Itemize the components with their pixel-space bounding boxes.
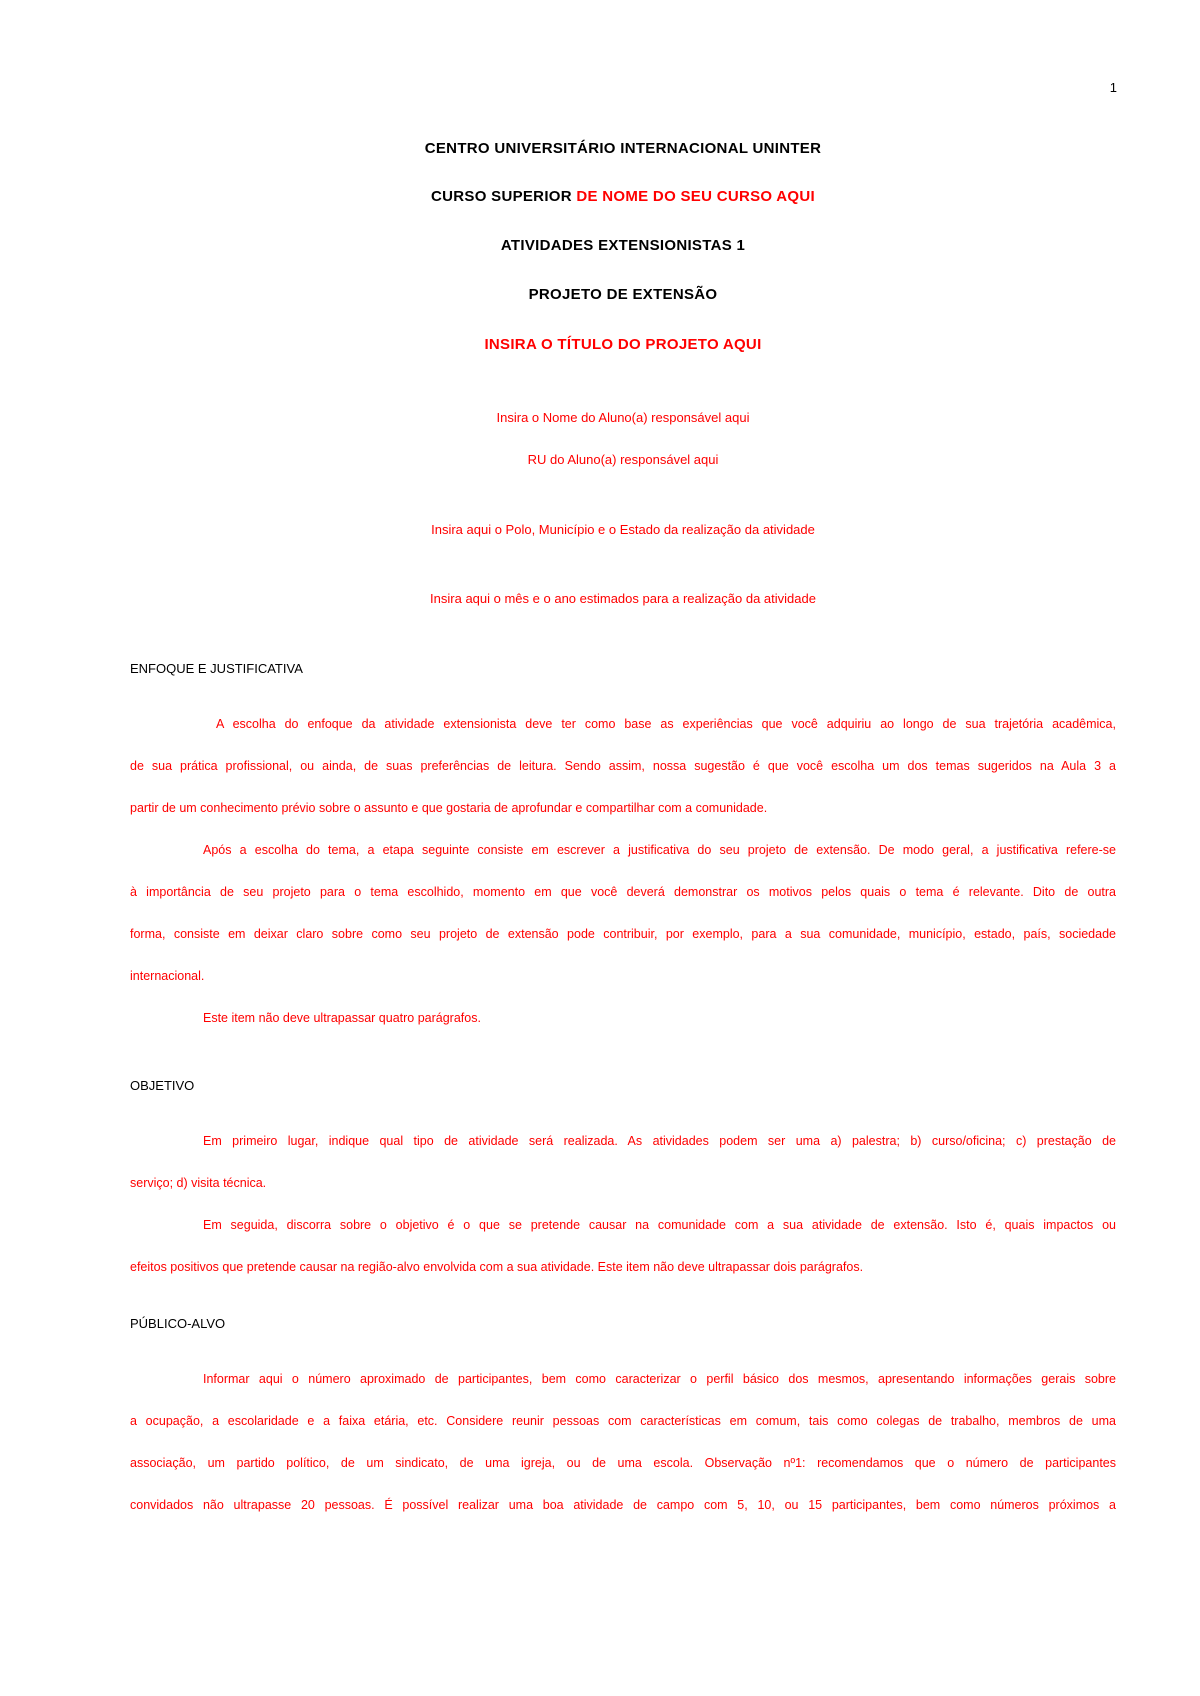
- paragraph-line: convidados não ultrapasse 20 pessoas. É possível realizar uma boa atividade de campo com 5, 10, ou 15 participantes, bem como números próximos a: [130, 1498, 1116, 1512]
- date-line: Insira aqui o mês e o ano estimados para a realização da atividade: [430, 591, 816, 606]
- project-label: PROJETO DE EXTENSÃO: [528, 286, 718, 303]
- course-placeholder: DE NOME DO SEU CURSO AQUI: [576, 188, 815, 205]
- paragraph-line: efeitos positivos que pretende causar na região-alvo envolvida com a sua atividade. Este item não deve ultrapassar dois parágrafos.: [130, 1260, 864, 1274]
- location-line: Insira aqui o Polo, Município e o Estado da realização da atividade: [431, 522, 815, 537]
- course-prefix: CURSO SUPERIOR: [431, 188, 572, 205]
- paragraph-line: Em primeiro lugar, indique qual tipo de atividade será realizada. As atividades podem ser uma a) palestra; b) curso/oficina; c) prestação de: [203, 1134, 1116, 1148]
- paragraph-line: Após a escolha do tema, a etapa seguinte consiste em escrever a justificativa do seu projeto de extensão. De modo geral, a justificativa refere-se: [203, 843, 1116, 857]
- activity-name: ATIVIDADES EXTENSIONISTAS 1: [500, 237, 746, 254]
- paragraph-line: Informar aqui o número aproximado de participantes, bem como caracterizar o perfil básico dos mesmos, apresentando informações gerais sobre: [203, 1372, 1116, 1386]
- paragraph-line: à importância de seu projeto para o tema escolhido, momento em que você deverá demonstrar os motivos pelos quais o tema é relevante. Dito de outra: [130, 885, 1116, 899]
- paragraph-line: forma, consiste em deixar claro sobre como seu projeto de extensão pode contribuir, por exemplo, para a sua comunidade, município, estado, país, sociedade: [130, 927, 1116, 941]
- paragraph-line: associação, um partido político, de um sindicato, de uma igreja, ou de uma escola. Observação nº1: recomendamos que o número de participantes: [130, 1456, 1116, 1470]
- paragraph-line: partir de um conhecimento prévio sobre o assunto e que gostaria de aprofundar e compartilhar com a comunidade.: [130, 801, 768, 815]
- section-heading-publico: PÚBLICO-ALVO: [130, 1316, 226, 1331]
- paragraph-line: Este item não deve ultrapassar quatro parágrafos.: [203, 1011, 481, 1025]
- project-title: INSIRA O TÍTULO DO PROJETO AQUI: [484, 336, 762, 353]
- section-heading-objetivo: OBJETIVO: [130, 1078, 195, 1093]
- paragraph-line: de sua prática profissional, ou ainda, de suas preferências de leitura. Sendo assim, nossa sugestão é que você escolha um dos temas sugeridos na Aula 3 a: [130, 759, 1116, 773]
- course-line: [130, 188, 1116, 205]
- student-ru: RU do Aluno(a) responsável aqui: [527, 452, 719, 467]
- student-name: Insira o Nome do Aluno(a) responsável aqui: [496, 410, 750, 425]
- paragraph-line: serviço; d) visita técnica.: [130, 1176, 267, 1190]
- paragraph-line: a ocupação, a escolaridade e a faixa etária, etc. Considere reunir pessoas com características em comum, tais como colegas de trabalho, membros de uma: [130, 1414, 1116, 1428]
- paragraph-line: Em seguida, discorra sobre o objetivo é o que se pretende causar na comunidade com a sua atividade de extensão. Isto é, quais impactos ou: [203, 1218, 1116, 1232]
- paragraph-line: internacional.: [130, 969, 205, 983]
- page-number: 1: [1109, 80, 1117, 95]
- section-heading-enfoque: ENFOQUE E JUSTIFICATIVA: [130, 661, 303, 676]
- institution-name: CENTRO UNIVERSITÁRIO INTERNACIONAL UNINTER: [424, 140, 822, 157]
- paragraph-line: A escolha do enfoque da atividade extensionista deve ter como base as experiências que você adquiriu ao longo de sua trajetória acadêmica,: [216, 717, 1116, 731]
